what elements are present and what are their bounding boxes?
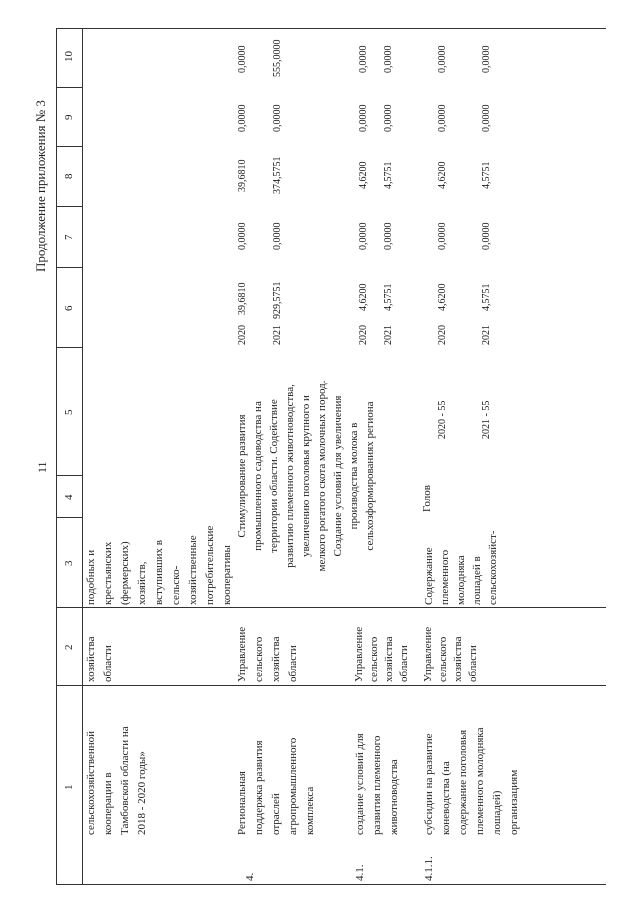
- row4-2021-col8: 374,5751: [272, 156, 283, 194]
- row41-year-2021: 2021: [383, 325, 394, 345]
- row4-2021-col7: 0,0000: [272, 222, 283, 250]
- row41-2020-col10: 0,0000: [358, 45, 369, 73]
- header-col-7: 7: [63, 234, 75, 240]
- header-col-4: 4: [63, 494, 75, 500]
- row411-col3: Содержание племенного молодняка лошадей в сельскохозяйст-: [423, 530, 499, 605]
- row411-2020-col9: 0,0000: [437, 104, 448, 132]
- row411-2021-col6: 4,5751: [481, 283, 492, 311]
- row411-2021-col10: 0,0000: [481, 45, 492, 73]
- row41-2021-col6: 4,5751: [383, 283, 394, 311]
- row411-number: 4.1.1.: [423, 856, 435, 881]
- row4-col3: Стимулирование развития промышленного садоводства на территории области. Содействие развитию племенного животноводства, увеличению поголовья крупного и мелкого рогатого скота молочных пород. Создание условий для увеличения производства молока в сельхозформированиях региона: [236, 380, 376, 572]
- row4-2020-col6: 39,6810: [237, 282, 248, 315]
- header-col-8: 8: [63, 173, 75, 179]
- header-col-10: 10: [63, 51, 75, 62]
- row41-2021-col10: 0,0000: [383, 45, 394, 73]
- row4-2021-col10: 555,0000: [272, 39, 283, 77]
- row4-year-2020: 2020: [237, 325, 248, 345]
- row4-number: 4.: [244, 872, 256, 881]
- row41-2020-col7: 0,0000: [358, 222, 369, 250]
- row4-2020-col7: 0,0000: [237, 222, 248, 250]
- row0-col3: подобных и крестьянских (фермерских) хозяйств, вступивших в сельско- хозяйственные потребительские кооперативы: [85, 525, 233, 605]
- row4-2021-col9: 0,0000: [272, 104, 283, 132]
- row0-col2: хозяйства области: [85, 636, 114, 682]
- row4-2020-col8: 39,6810: [237, 159, 248, 192]
- row41-2020-col8: 4,6200: [358, 161, 369, 189]
- row4-2021-col6: 929,5751: [272, 281, 283, 319]
- row411-col2: Управление сельского хозяйства области: [422, 626, 479, 682]
- header-col-1: 1: [63, 784, 75, 790]
- row411-2020-col5: 2020 - 55: [437, 400, 448, 439]
- header-col-5: 5: [63, 409, 75, 415]
- row411-2020-col10: 0,0000: [437, 45, 448, 73]
- row4-col1: Региональная поддержка развития отраслей агропромышленного комплекса: [236, 737, 316, 835]
- row0-col1: сельскохозяйственной кооперации в Тамбовской области на 2018 - 2020 годы»: [85, 726, 148, 835]
- continuation-title: Продолжение приложения № 3: [33, 100, 48, 272]
- row411-2021-col5: 2021 - 55: [481, 400, 492, 439]
- row411-2020-col6: 4,6200: [437, 283, 448, 311]
- row41-2020-col9: 0,0000: [358, 104, 369, 132]
- row4-2020-col9: 0,0000: [237, 104, 248, 132]
- row4-year-2021: 2021: [272, 325, 283, 345]
- row41-2021-col7: 0,0000: [383, 222, 394, 250]
- row411-2020-col7: 0,0000: [437, 222, 448, 250]
- row4-2020-col10: 0,0000: [237, 45, 248, 73]
- row4-col2: Управление сельского хозяйства области: [236, 626, 299, 682]
- row41-2021-col8: 4,5751: [383, 161, 394, 189]
- row411-2020-col8: 4,6200: [437, 161, 448, 189]
- row41-col1: создание условий для развития племенного животноводства: [354, 733, 400, 835]
- header-col-6: 6: [63, 305, 75, 311]
- row411-year-2020: 2020: [437, 325, 448, 345]
- row41-2021-col9: 0,0000: [383, 104, 394, 132]
- row41-number: 4.1.: [354, 864, 366, 881]
- row41-2020-col6: 4,6200: [358, 283, 369, 311]
- page-number: 11: [35, 461, 49, 473]
- row411-2021-col8: 4,5751: [481, 161, 492, 189]
- header-col-3: 3: [63, 560, 75, 566]
- row41-col2: Управление сельского хозяйства области: [353, 626, 410, 682]
- row411-col1: субсидии на развитие коневодства (на содержание поголовья племенного молодняка лошадей) организациям: [423, 727, 520, 835]
- header-col-2: 2: [63, 644, 75, 650]
- row41-year-2020: 2020: [358, 325, 369, 345]
- row411-unit: Голов: [421, 485, 433, 512]
- row411-year-2021: 2021: [481, 325, 492, 345]
- row411-2021-col9: 0,0000: [481, 104, 492, 132]
- row411-2021-col7: 0,0000: [481, 222, 492, 250]
- header-col-9: 9: [63, 114, 75, 120]
